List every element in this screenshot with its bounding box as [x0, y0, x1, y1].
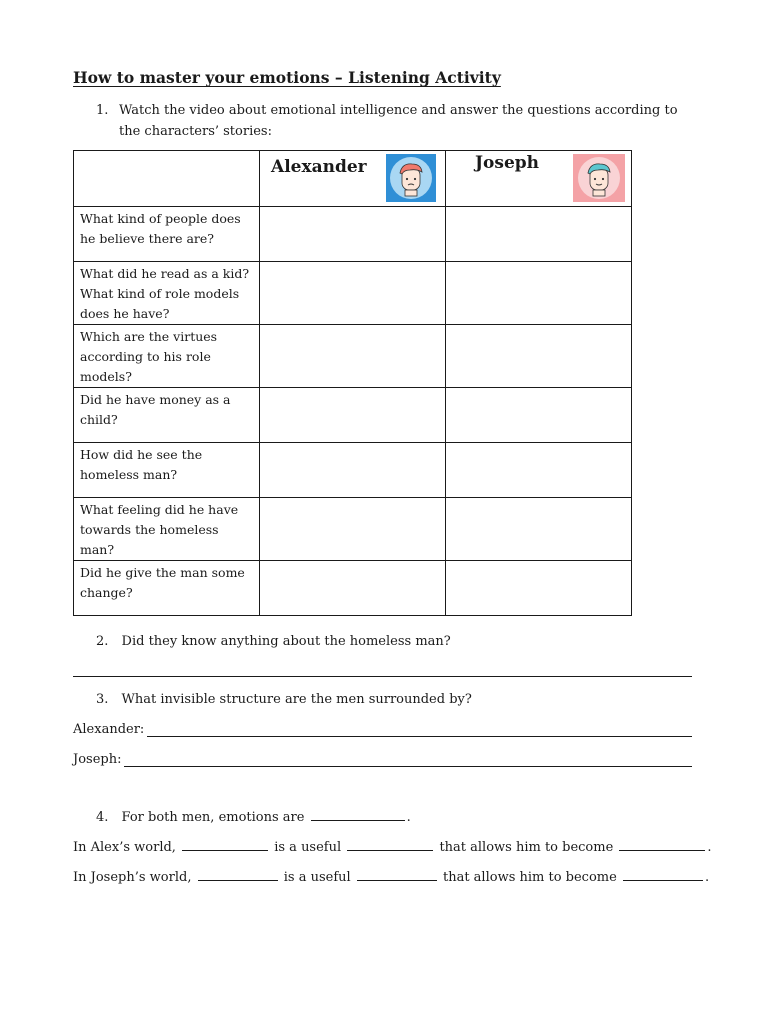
alex-world-sentence — [73, 840, 712, 855]
row-question: Did he give the man some change? — [74, 561, 260, 616]
blank-joseph-2[interactable] — [357, 879, 437, 881]
answer-cell-joseph[interactable] — [446, 561, 632, 616]
alex-world-text-1: In Alex’s world, — [73, 840, 176, 855]
question-3-text: What invisible structure are the men surrounded by? — [121, 692, 472, 707]
character-table — [73, 150, 632, 616]
answer-line-alexander[interactable] — [147, 736, 692, 737]
row-question: Which are the virtues according to his role models? — [74, 325, 260, 388]
joseph-world-text-3: that allows him to become — [442, 870, 617, 885]
question-2-text: Did they know anything about the homeless man? — [121, 634, 451, 649]
alex-world-text-3: that allows him to become — [439, 840, 614, 855]
blank-joseph-1[interactable] — [198, 879, 278, 881]
answer-cell-joseph[interactable] — [446, 443, 632, 498]
table-row — [74, 443, 632, 498]
joseph-world-text-2: is a useful — [283, 870, 351, 885]
answer-cell-alexander[interactable] — [260, 561, 446, 616]
joseph-world-sentence — [73, 870, 709, 885]
answer-cell-alexander[interactable] — [260, 388, 446, 443]
table-header-row — [74, 151, 632, 207]
header-alexander-name: Alexander — [271, 157, 367, 177]
table-row — [74, 207, 632, 262]
alex-world-text-2: is a useful — [274, 840, 342, 855]
joseph-answer-label: Joseph: — [73, 752, 122, 767]
worksheet-title: How to master your emotions – Listening Activity — [73, 68, 501, 87]
row-question: Did he have money as a child? — [74, 388, 260, 443]
table-row — [74, 561, 632, 616]
alex-world-period: . — [707, 840, 712, 855]
question-4 — [96, 810, 411, 825]
table-row — [74, 498, 632, 561]
alexander-answer-label: Alexander: — [73, 722, 145, 737]
row-question: How did he see the homeless man? — [74, 443, 260, 498]
answer-cell-joseph[interactable] — [446, 498, 632, 561]
header-joseph-name: Joseph — [475, 153, 540, 173]
joseph-avatar-icon — [573, 154, 625, 202]
question-4-text: For both men, emotions are — [121, 810, 305, 825]
blank-joseph-3[interactable] — [623, 879, 703, 881]
answer-cell-alexander[interactable] — [260, 498, 446, 561]
table-row — [74, 262, 632, 325]
question-2 — [96, 634, 451, 649]
question-1-text: Watch the video about emotional intelligence and answer the questions according to the characters’ stories: — [119, 103, 678, 139]
blank-alex-1[interactable] — [182, 849, 268, 851]
answer-cell-alexander[interactable] — [260, 325, 446, 388]
blank-alex-3[interactable] — [619, 849, 705, 851]
question-4-period: . — [406, 810, 411, 825]
header-empty-cell — [74, 151, 260, 207]
table-row — [74, 325, 632, 388]
alexander-avatar-icon — [386, 154, 436, 202]
answer-cell-joseph[interactable] — [446, 388, 632, 443]
question-3-number: 3. — [96, 692, 109, 707]
answer-cell-alexander[interactable] — [260, 262, 446, 325]
row-question: What feeling did he have towards the homeless man? — [74, 498, 260, 561]
question-4-number: 4. — [96, 810, 109, 825]
blank-emotions-are[interactable] — [311, 819, 405, 821]
row-question: What did he read as a kid? What kind of role models does he have? — [74, 262, 260, 325]
answer-cell-joseph[interactable] — [446, 207, 632, 262]
header-alexander-cell — [260, 151, 446, 207]
table-row — [74, 388, 632, 443]
answer-line-q2[interactable] — [73, 676, 692, 677]
answer-cell-joseph[interactable] — [446, 262, 632, 325]
answer-cell-alexander[interactable] — [260, 443, 446, 498]
answer-cell-joseph[interactable] — [446, 325, 632, 388]
question-1-number: 1. — [96, 103, 109, 118]
answer-cell-alexander[interactable] — [260, 207, 446, 262]
answer-line-joseph[interactable] — [124, 766, 692, 767]
row-question: What kind of people does he believe there are? — [74, 207, 260, 262]
joseph-world-text-1: In Joseph’s world, — [73, 870, 192, 885]
question-3 — [96, 692, 472, 707]
header-joseph-cell — [446, 151, 632, 207]
question-2-number: 2. — [96, 634, 109, 649]
joseph-world-period: . — [704, 870, 710, 885]
blank-alex-2[interactable] — [347, 849, 433, 851]
